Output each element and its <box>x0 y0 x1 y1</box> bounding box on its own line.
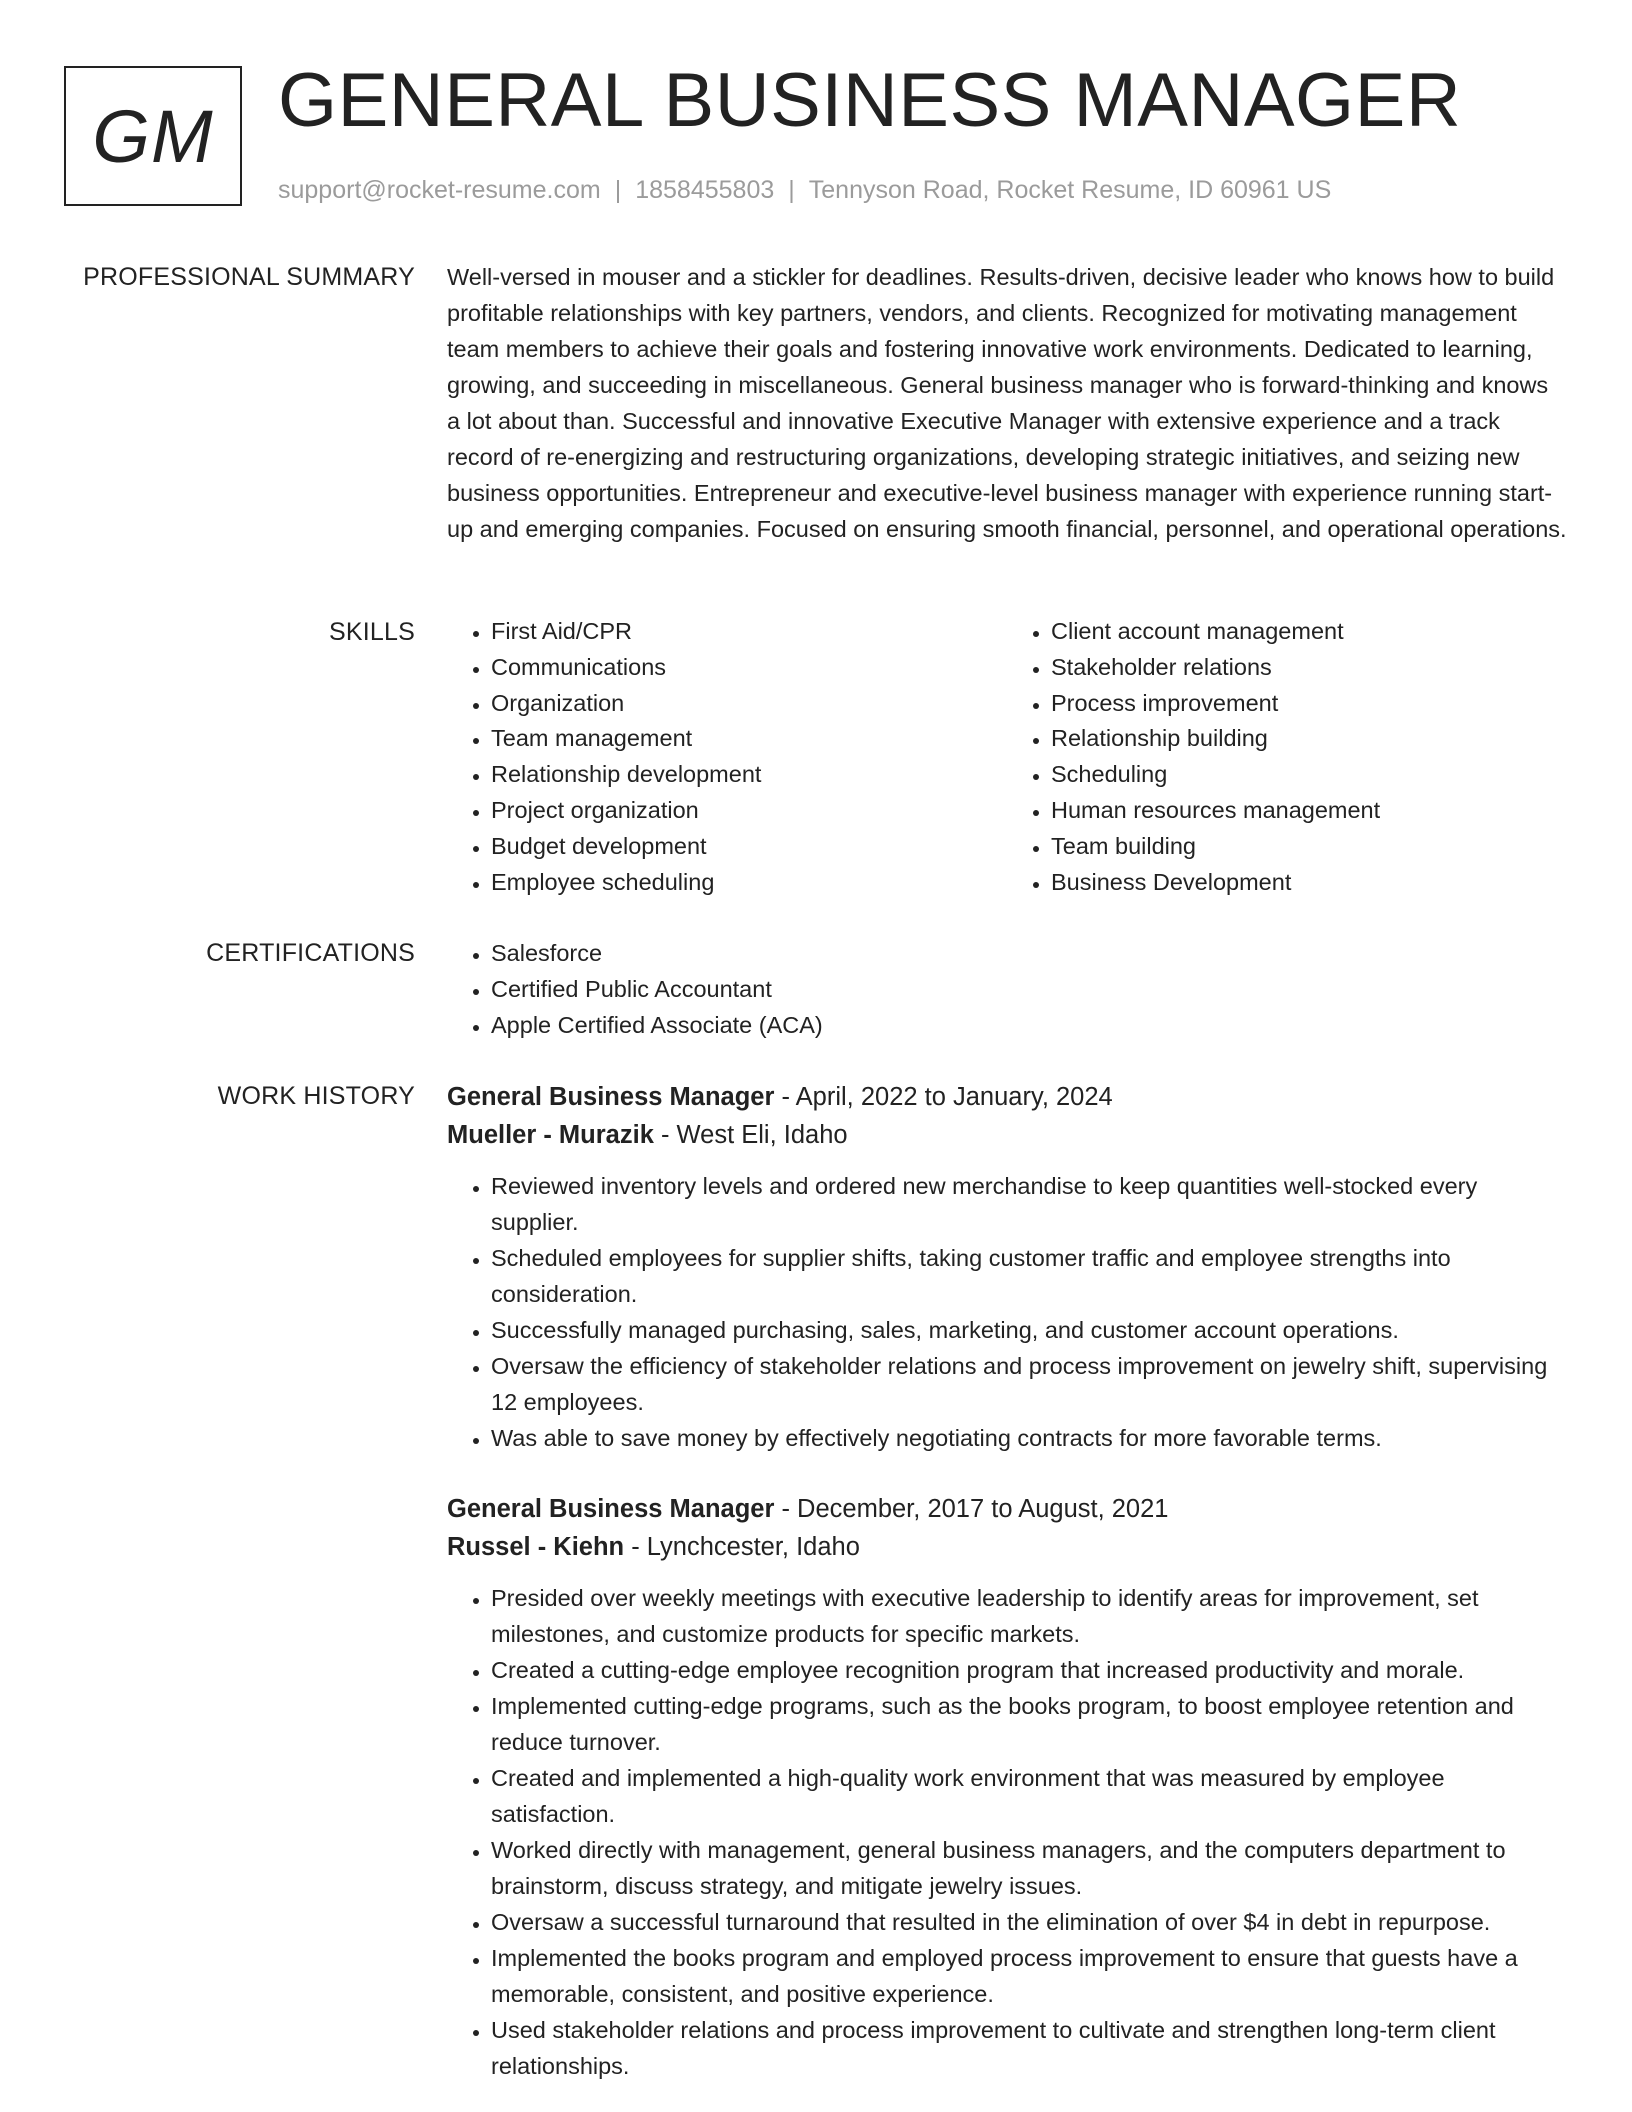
certification-item: • Apple Certified Associate (ACA) <box>491 1007 1567 1043</box>
job-title-line <box>447 1490 1567 1528</box>
contact-phone[interactable]: 1858455803 <box>635 176 775 204</box>
contact-line <box>278 174 1331 206</box>
contact-email[interactable]: support@rocket-resume.com <box>278 176 601 204</box>
certifications-list <box>447 935 1567 1043</box>
job-bullet: • Created and implemented a high-quality work environment that was measured by employee satisfaction. <box>491 1760 1567 1832</box>
job-bullet: • Scheduled employees for supplier shifts, taking customer traffic and employee strengths into consideration. <box>491 1240 1567 1312</box>
job-dates: - December, 2017 to August, 2021 <box>774 1495 1169 1523</box>
job-bullet: • Implemented the books program and employed process improvement to ensure that guests have a memorable, consistent, and positive experience. <box>491 1940 1567 2012</box>
skill-item: • Business Development <box>1051 865 1567 901</box>
resume-title: GENERAL BUSINESS MANAGER <box>278 58 1462 143</box>
job-bullets <box>447 1580 1567 2084</box>
work-history-heading: WORK HISTORY <box>217 1082 415 1110</box>
job-location: - Lynchcester, Idaho <box>624 1533 860 1561</box>
job-title: General Business Manager <box>447 1495 775 1523</box>
skill-item: • Project organization <box>491 793 1007 829</box>
skill-item: • Team building <box>1051 829 1567 865</box>
certification-item: • Certified Public Accountant <box>491 971 1567 1007</box>
skill-item: • First Aid/CPR <box>491 614 1007 650</box>
job-bullet: • Used stakeholder relations and process improvement to cultivate and strengthen long-term client relationships. <box>491 2012 1567 2084</box>
skill-item: • Client account management <box>1051 614 1567 650</box>
contact-separator: | <box>614 176 622 204</box>
skills-column-right <box>1007 614 1567 900</box>
job-company-line <box>447 1528 1567 1566</box>
work-history-list <box>447 1078 1567 2084</box>
skill-item: • Human resources management <box>1051 793 1567 829</box>
skill-item: • Scheduling <box>1051 757 1567 793</box>
job-bullet: • Reviewed inventory levels and ordered new merchandise to keep quantities well-stocked every supplier. <box>491 1168 1567 1240</box>
job-title: General Business Manager <box>447 1083 775 1111</box>
job-location: - West Eli, Idaho <box>653 1121 848 1149</box>
skills-heading: SKILLS <box>329 618 415 646</box>
job-title-line <box>447 1078 1567 1116</box>
job-bullet: • Presided over weekly meetings with executive leadership to identify areas for improvement, set milestones, and customize products for specific markets. <box>491 1580 1567 1652</box>
job-bullet: • Oversaw a successful turnaround that resulted in the elimination of over $4 in debt in repurpose. <box>491 1904 1567 1940</box>
skill-item: • Process improvement <box>1051 686 1567 722</box>
skill-item: • Organization <box>491 686 1007 722</box>
summary-heading: PROFESSIONAL SUMMARY <box>83 263 415 291</box>
job-bullet: • Was able to save money by effectively negotiating contracts for more favorable terms. <box>491 1420 1567 1456</box>
certifications-heading: CERTIFICATIONS <box>206 939 415 967</box>
skill-item: • Team management <box>491 721 1007 757</box>
skill-item: • Budget development <box>491 829 1007 865</box>
job-bullet: • Oversaw the efficiency of stakeholder relations and process improvement on jewelry shift, supervising 12 employees. <box>491 1348 1567 1420</box>
job-company: Mueller - Murazik <box>447 1121 654 1149</box>
monogram-logo: GM <box>64 66 242 206</box>
job-dates: - April, 2022 to January, 2024 <box>774 1083 1113 1111</box>
skill-item: • Relationship building <box>1051 721 1567 757</box>
skills-column-left <box>447 614 1007 900</box>
job-bullets <box>447 1168 1567 1456</box>
job-bullet: • Implemented cutting-edge programs, such as the books program, to boost employee retention and reduce turnover. <box>491 1688 1567 1760</box>
skill-item: • Stakeholder relations <box>1051 650 1567 686</box>
job-entry <box>447 1078 1567 1456</box>
job-company-line <box>447 1116 1567 1154</box>
contact-address: Tennyson Road, Rocket Resume, ID 60961 US <box>808 176 1332 204</box>
job-entry <box>447 1490 1567 2084</box>
skills-list <box>447 614 1567 900</box>
contact-separator: | <box>788 176 795 204</box>
skill-item: • Communications <box>491 650 1007 686</box>
skill-item: • Employee scheduling <box>491 865 1007 901</box>
certification-item: • Salesforce <box>491 935 1567 971</box>
job-company: Russel - Kiehn <box>447 1533 625 1561</box>
job-bullet: • Created a cutting-edge employee recognition program that increased productivity and morale. <box>491 1652 1567 1688</box>
job-bullet: • Successfully managed purchasing, sales, marketing, and customer account operations. <box>491 1312 1567 1348</box>
skill-item: • Relationship development <box>491 757 1007 793</box>
summary-text: Well-versed in mouser and a stickler for deadlines. Results-driven, decisive leader who knows how to build profitable relationships with key partners, vendors, and clients. Recognized for motivating management team members to achieve their goals and fostering innovative work environments. Dedicated to learning, growing, and succeeding in miscellaneous. General business manager who is forward-thinking and knows a lot about than. Successful and innovative Executive Manager with extensive experience and a track record of re-energizing and restructuring organizations, developing strategic initiatives, and seizing new business opportunities. Entrepreneur and executive-level business manager with experience running start-up and emerging companies. Focused on ensuring smooth financial, personnel, and operational operations. <box>447 264 1567 542</box>
job-bullet: • Worked directly with management, general business managers, and the computers department to brainstorm, discuss strategy, and mitigate jewelry issues. <box>491 1832 1567 1904</box>
